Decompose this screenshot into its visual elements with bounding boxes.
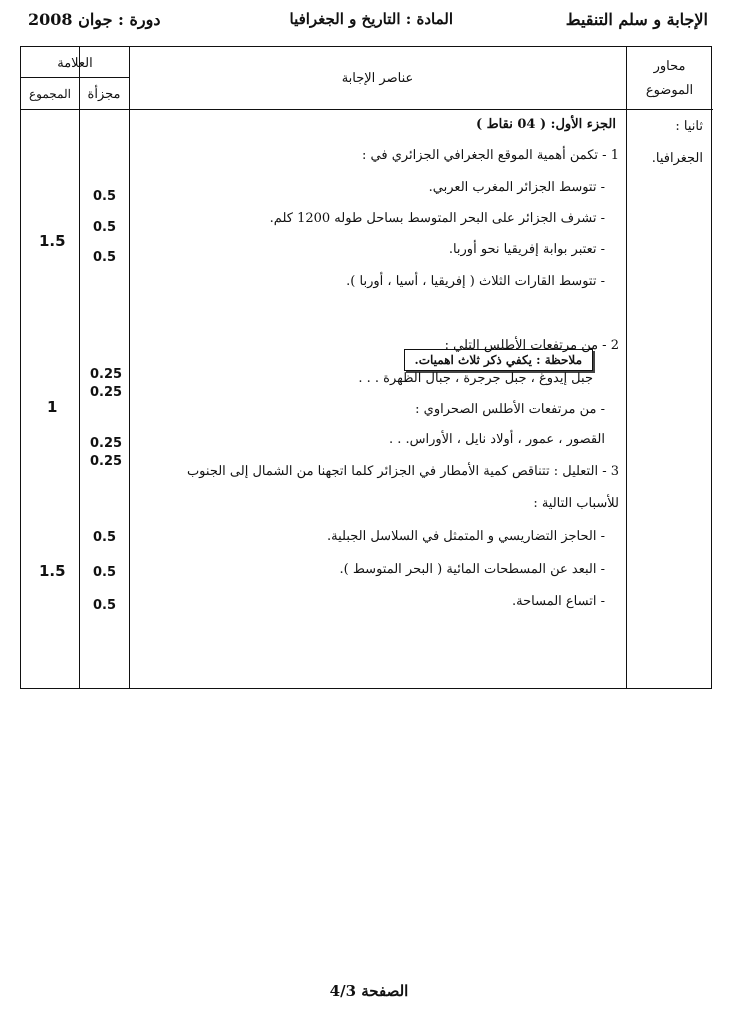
- mark-1c: 0.5: [93, 250, 117, 265]
- axes-header: محاور الموضوع: [645, 59, 694, 98]
- answer-3b: - البعد عن المسطحات المائية ( البحر المتوسط ).: [339, 562, 605, 577]
- total-q3: 1.5: [39, 562, 66, 580]
- answer-2a: جبل إيدوغ ، جبل جرجرة ، جبال الظهرة . . .: [358, 371, 593, 386]
- page-number: الصفحة 4/3: [329, 982, 409, 1000]
- answer-3a: - الحاجز التضاريسي و المتمثل في السلاسل الجبلية.: [326, 529, 605, 544]
- mark-3b: 0.5: [93, 565, 117, 580]
- answer-3c: - اتساع المساحة.: [512, 594, 605, 609]
- session-label: دورة : جوان 2008: [28, 10, 161, 29]
- total-q1: 1.5: [39, 232, 66, 250]
- answer-1a: - تتوسط الجزائر المغرب العربي.: [428, 180, 605, 195]
- answer-2b: - من مرتفعات الأطلس الصحراوي :: [415, 402, 605, 417]
- mark-2d: 0.25: [90, 454, 123, 469]
- total-q2: 1: [47, 398, 58, 416]
- total-header: المجموع: [29, 87, 71, 101]
- row-divider: [21, 77, 129, 78]
- answer-elements-header: عناصر الإجابة: [341, 71, 414, 86]
- answer-table: [20, 46, 712, 689]
- row-divider: [21, 109, 713, 110]
- axis-part-number: ثانيا :: [675, 119, 703, 134]
- question-1: 1 - تكمن أهمية الموقع الجغرافي الجزائري في :: [362, 148, 619, 163]
- marks-header: العلامة: [57, 56, 93, 71]
- question-3: 3 - التعليل : تتناقص كمية الأمطار في الجزائر كلما اتجهنا من الشمال إلى الجنوب: [186, 464, 619, 479]
- mark-2b: 0.25: [90, 385, 123, 400]
- question-2: 2 - من مرتفعات الأطلس التلي :: [444, 338, 619, 353]
- col-divider: [626, 47, 627, 688]
- mark-1b: 0.5: [93, 220, 117, 235]
- answer-2c: القصور ، عمور ، أولاد نايل ، الأوراس. . .: [388, 432, 605, 447]
- mark-2c: 0.25: [90, 436, 123, 451]
- col-divider: [79, 47, 80, 688]
- answer-1d: - تتوسط القارات الثلاث ( إفريقيا ، أسيا ، أوربا ).: [346, 274, 605, 289]
- answer-1b: - تشرف الجزائر على البحر المتوسط بساحل طوله 1200 كلم.: [269, 211, 605, 226]
- mark-1a: 0.5: [93, 189, 117, 204]
- subject-label: المادة : التاريخ و الجغرافيا: [289, 10, 453, 28]
- question-3-cont: للأسباب التالية :: [533, 496, 619, 511]
- part-heading: الجزء الأول: ( 04 نقاط ): [475, 117, 616, 132]
- col-divider: [129, 47, 130, 688]
- mark-3a: 0.5: [93, 530, 117, 545]
- answer-key-title: الإجابة و سلم التنقيط: [565, 10, 708, 29]
- axis-geography: الجغرافيا.: [651, 151, 703, 166]
- answer-1c: - تعتبر بوابة إفريقيا نحو أوربا.: [448, 242, 605, 257]
- mark-3c: 0.5: [93, 598, 117, 613]
- mark-2a: 0.25: [90, 367, 123, 382]
- note-box: ملاحظة : يكفي ذكر ثلاث اهميات.: [404, 349, 593, 371]
- part-marks-header: مجزأة: [87, 87, 121, 102]
- page-header: [28, 10, 708, 38]
